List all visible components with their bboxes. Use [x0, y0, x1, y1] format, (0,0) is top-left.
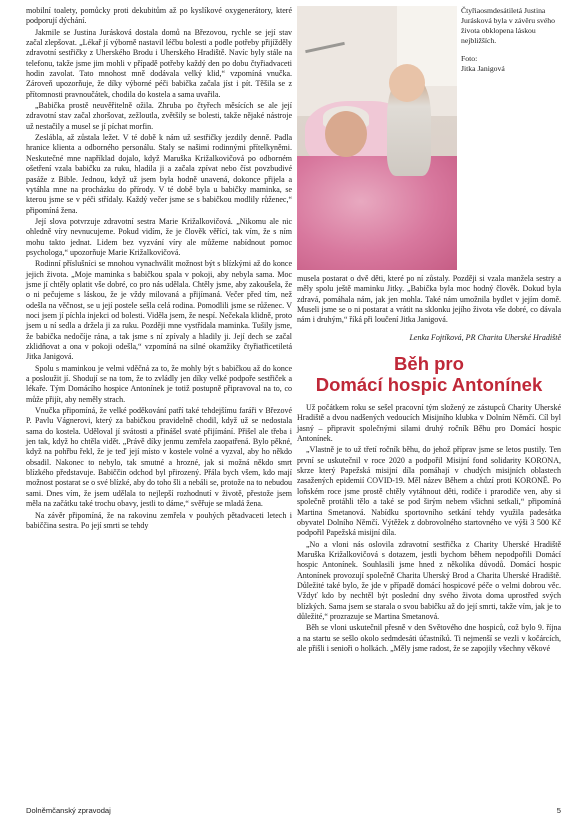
- grandmother-with-child-photo: [297, 6, 457, 270]
- paragraph: Její slova potvrzuje zdravotní sestra Marie Križalkovičová. „Nikomu ale nic ohledně víry nevnucujeme. Pokud vidím, že je člověk věřící, tak vím, že s ním mohu takto jednat. Lidem bez vyzvání víry ale můžeme nabídnout pomoc psychologa,“ upozorňuje Marie Križalkovičová.: [26, 216, 292, 257]
- paragraph: „No a vloni nás oslovila zdravotní sestřička z Charity Uherské Hradiště Maruška Križalkovičová s dotazem, jestli bychom během nepodpořili Domácí hospic Antonínek. Souhlasili jsme hned z několika důvodů. Domácí hospic Antonínek provozují společně Charita Uherský Brod a Charita Uherské Hradiště. Důležité také bylo, že jde v případě domácí hospicové péče o velmi dobrou věc. Vždyť kdo by nechtěl být poslední dny svého života doma uprostřed svých blízkých. Sama jsem se starala o svou babičku až do její smrti, takže vím, jak je to důležité,“ prozrazuje se Martina Smetanová.: [297, 539, 561, 621]
- page-footer: [26, 806, 561, 815]
- paragraph: Běh se vloni uskutečnil přesně v den Světového dne hospiců, což bylo 9. října a na startu se sešlo okolo sedmdesáti účastníků. Ti nejmenší se vezli v kočárcích, ale přišli i senioři o holkách. „Měly jsme radost, že se zapojily všechny věkové: [297, 623, 561, 653]
- left-article-column: [26, 6, 292, 532]
- heading-line-1: Běh pro: [394, 353, 464, 375]
- paragraph: „Babička prostě neuvěřitelně ožila. Zhruba po čtyřech měsících se ale její zdravotní stav začal zhoršovat, zežloutla, zvětšily se bolesti, takže nějaké nástroje už nestačily a musel se jí píchat morfin.: [26, 101, 292, 131]
- article-signature: Lenka Fojtíková, PR Charita Uherské Hradiště: [409, 332, 561, 342]
- right-article-column: [297, 6, 561, 655]
- photo-caption: [461, 6, 561, 270]
- section-heading: [297, 353, 561, 395]
- paragraph: Už počátkem roku se sešel pracovní tým složený ze zástupců Charity Uherské Hradiště a dvou nadšených vedoucích Misijního klubka v Dolním Němčí. Cíl byl jasný – připravit společnými silami druhý ročník Běhu pro Domácí hospic Antonínek.: [297, 403, 561, 444]
- caption-text: Čtyřiaosmdesátiletá Justina Jurásková byla v závěru svého života obklopena láskou nejbližších.: [461, 6, 555, 46]
- paragraph: musela postarat o dvě děti, které po ní zůstaly. Později si vzala manžela sestry a měly spolu ještě maminku Jitky. „Babička byla moc hodný člověk. Dokud byla zdravá, pomáhala nám, jak jen mohla. Také nám umožnila bydlet v jejím domě. Museli jsme se o ni postarat a vrátit na sklonku jejího života vše dobré, co dávala nám i druhým,“ říká při loučení Jitka Janigová.: [297, 274, 561, 325]
- paragraph: Vnučka připomíná, že velké poděkování patří také tehdejšímu faráři v Březové P. Pavlu Vágnerovi, který za babičkou pravidelně chodil, když už se nedostala sama do kostela. Uděloval jí svátosti a přinášel svaté přijímání. Přišel ale třeba i jen tak, když ho chtěla vidět. „Právě díky jenmu zemřela zaopatřená. Bylo pěkné, když na pohřbu řekl, že je teď její místo v kostele volné a vyzval, aby ho někdo obsadil. Nakonec to nebylo, tak smutné a hrozné, jak si možná někdo smrt blízkého představuje. Babiččin odchod byl přirozený. Přála bych všem, kdo mají možnost postarat se o své blízké, aby do toho šli a nebáli se, protože na to nebudou sami. Dnes vím, že jsem udělala to nejlepší rozhodnutí v životě, přestože jsem měla na začátku také trochu obavy, jestli to dáme,“ svěřuje se mladá žena.: [26, 406, 292, 509]
- paragraph: Rodinní příslušníci se mnohou vynachválit možnost být s blízkými až do konce jejich života. „Moje maminka s babičkou spala v pokoji, aby nebyla sama. Moc jsme jí chtěly oplatit vše dobré, co pro nás udělala. Chtěly jsme, aby zakoušela, že o ni pečujeme s láskou, že je vždy milovaná a přijímaná. Večer před tím, než odešla na věčnost, se u její postele sešla celá rodina. Pomodlili jsme se růženec. V noci jsem jí píchla injekci od bolesti. Viděla jsem, že nespí. Nečekala klidně, proto jsem u ní sedla a držela ji za ruku. Později mne vystřídala maminka. Tušily jsme, že babička nedočíje rána, a tak jsme s ní zpívaly a hladily ji. Její dech se začal zklidňovat a ona v pokoji odešla,“ vzpomíná na silné okamžiky čtyřiatřicetiletá Jitka Janigová.: [26, 259, 292, 362]
- paragraph: Zeslábla, až zůstala ležet. V té době k nám už sestřičky jezdily denně. Padla hranice klienta a odborného personálu. Staly se našimi rodinnými přítelkyněmi. Neskutečné mne například dojalo, když Maruška Križalkovičová po odborném ošetření vzala babičku za ruku, hladila ji a začala zpívat nebo číst povzbudivé pasáže z Bible. Jednou, když už jsem byla hodně unavená, dokonce přijela a vytáhla mne na procházku do přírody. V té době byla u babičky maminka, se kterou jsme se v péči střídaly. Každý večer jsme se s babičkou modlily růženec,“ připomíná žena.: [26, 133, 292, 215]
- photo-credit-name: Jitka Janigová: [461, 64, 505, 74]
- publication-name: Dolněmčanský zpravodaj: [26, 806, 111, 815]
- paragraph: Spolu s maminkou je velmi vděčná za to, že mohly být s babičkou až do konce a posloužit jí. Shodují se na tom, že to zvládly jen díky velké podpoře sestřiček a lékaře. Tým Domácího hospice Antonínek je totiž postupně připravoval na to, co může přijít, aby neměly strach.: [26, 363, 292, 404]
- paragraph: Jakmile se Justina Jurásková dostala domů na Březovou, rychle se její stav začal zlepšovat. „Lékař jí výborně nastavil léčbu bolesti a podle potřeby přijížděly zdravotní sestřičky z Uherského Brodu i Uherského Hradiště. Navíc byly stále na telefonu, takže jsme jim mohli v případě potřeby každý den po dobu čtyřiadvaceti hodin zavolat. Tato mnohost mně dodávala velký klid,“ vzpomíná vnučka. Zároveň upozorňuje, že díky výborné péči babička začala jíst i pít. Těšila se z přítomnosti pravnoučátek, chodila do kostela a sama uvařila.: [26, 27, 292, 99]
- heading-line-2: Domácí hospic Antonínek: [315, 374, 543, 396]
- page-number: 5: [556, 806, 561, 815]
- paragraph: mobilní toalety, pomůcky proti dekubitům až po kyslíkové oxygenerátory, které podporují dýchání.: [26, 6, 292, 26]
- paragraph: „Vlastně je to už třetí ročník běhu, do jehož příprav jsme se letos pustily. Ten první se uskutečnil v roce 2020 a podpořil Misijní fond solidarity KORONA, skrze který Papežská misijní díla pomáhají v chudých misijních oblastech zasažených epidemií COVID-19. Měl název Během a chůzí proti KORONĚ. Po loňském roce jsme prostě chtěly vytáhnout děti, rodiče i prarodiče ven, aby si společně protáhli tělo a také se pod širým nebem všichni setkali,“ připomíná Martina Smetanová. Nabídku sportovního setkání tehdy využila padesátka obyvatel Dolního Němčí. Výtěžek z dobrovolného startovného ve výši 3 500 Kč podpořil Papežská misijní díla.: [297, 445, 561, 538]
- paragraph: Na závěr připomíná, že na rakovinu zemřela v pouhých pětadvaceti letech i babiččina sestra. Po její smrti se tehdy: [26, 510, 292, 530]
- photo-block: [297, 6, 561, 270]
- photo-credit-label: Foto:: [461, 54, 478, 64]
